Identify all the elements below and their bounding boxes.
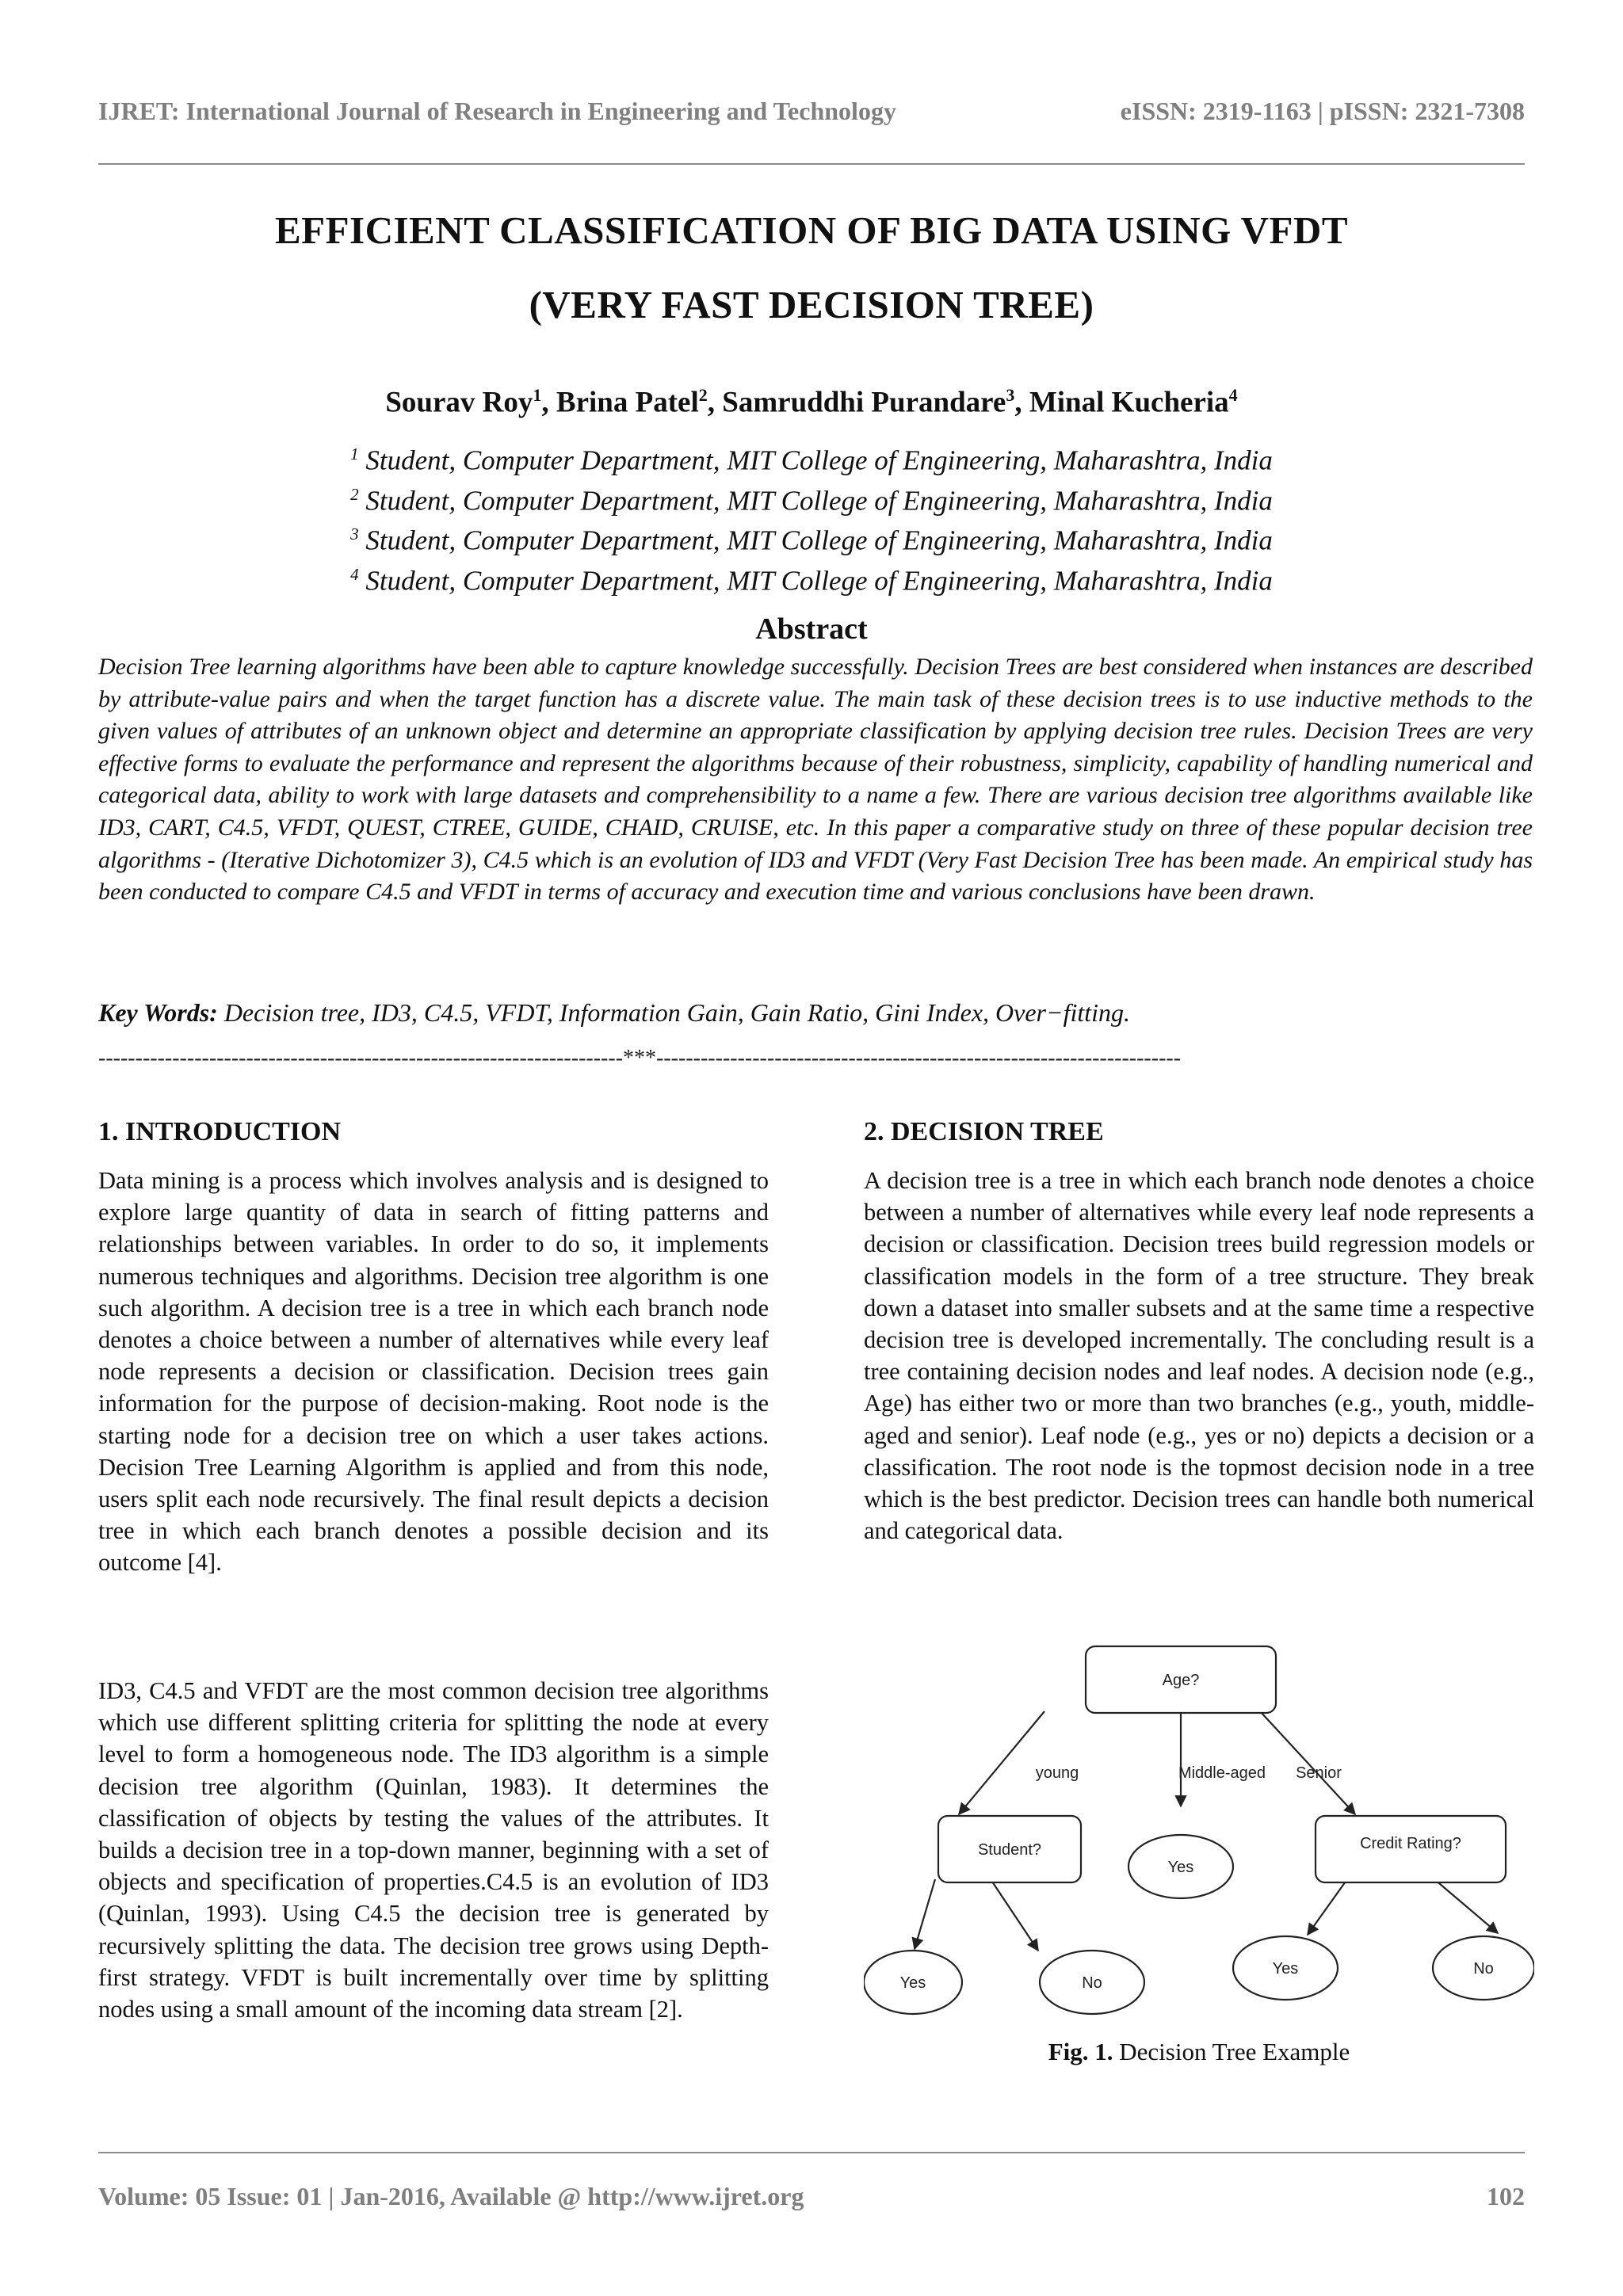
issn-info: eISSN: 2319-1163 | pISSN: 2321-7308 [1120, 97, 1525, 125]
author-sup: 3 [1006, 385, 1015, 405]
edge-credit-no [1434, 1879, 1498, 1933]
header-rule [98, 163, 1525, 165]
affiliation-sup: 4 [350, 564, 359, 584]
section-heading-introduction: 1. INTRODUCTION [98, 1117, 342, 1146]
edge-senior-label: Senior [1296, 1764, 1342, 1782]
author-sep: , [707, 386, 723, 419]
edge-student-no [991, 1879, 1038, 1951]
affiliation-sup: 1 [350, 444, 359, 463]
author-name: Minal Kucheria [1029, 386, 1229, 419]
introduction-paragraph-1: Data mining is a process which involves analysis and is designed to explore large quantity of data in search of fitting patterns and relationships between variables. In order to do so, it implements numerous techniques and algorithms. Decision tree algorithm is one such algorithm. A decision tree is a tree in which each branch node denotes a choice between a number of alternatives while every leaf node represents a decision or classification. Decision trees gain information for the purpose of decision-making. Root node is the starting node for a decision tree on which a user takes actions. Decision Tree Learning Algorithm is applied and from this node, users split each node recursively. The final result depicts a decision tree in which each branch denotes a possible decision and its outcome [4]. [98, 1167, 769, 1577]
section-separator: -----------------------------------------------------------------------***----------------------------------------------------------------------- [98, 1046, 1182, 1070]
decision-tree-figure [864, 1640, 1534, 2036]
node-credit-label: Credit Rating? [1360, 1835, 1461, 1852]
affiliation [98, 517, 1525, 558]
node-age-label: Age? [1162, 1672, 1200, 1689]
keywords [98, 998, 1533, 1028]
section-heading-decision-tree: 2. DECISION TREE [864, 1117, 1104, 1146]
leaf-yes-label: Yes [899, 1974, 926, 1992]
affiliation-text: Student, Computer Department, MIT College of Engineering, Maharashtra, India [365, 565, 1273, 597]
affiliation-text: Student, Computer Department, MIT College of Engineering, Maharashtra, India [365, 524, 1273, 556]
affiliation [98, 558, 1525, 598]
figure-caption-text: Decision Tree Example [1113, 2038, 1350, 2065]
running-header [98, 97, 1525, 136]
abstract-heading: Abstract [755, 612, 868, 646]
keywords-text: Decision tree, ID3, C4.5, VFDT, Information Gain, Gain Ratio, Gini Index, Over−fitting. [217, 998, 1131, 1027]
affiliation-sup: 2 [350, 484, 359, 504]
introduction-paragraph-2: ID3, C4.5 and VFDT are the most common decision tree algorithms which use different splitting criteria for splitting the node at every level to form a homogeneous node. The ID3 algorithm is a simple decision tree algorithm (Quinlan, 1983). It determines the classification of objects by testing the values of the attributes. It builds a decision tree in a top-down manner, beginning with a set of objects and specification of properties.C4.5 is an evolution of ID3 (Quinlan, 1993). Using C4.5 the decision tree is generated by recursively splitting the data. The decision tree grows using Depth-first strategy. VFDT is built incrementally over time by splitting nodes using a small amount of the incoming data stream [2]. [98, 1677, 769, 2023]
edge-young-label: young [1035, 1764, 1079, 1782]
author-list [98, 385, 1525, 419]
author-name: Samruddhi Purandare [722, 386, 1006, 419]
edge-middle-aged-label: Middle-aged [1178, 1764, 1266, 1782]
paper-title-line-2: (VERY FAST DECISION TREE) [529, 283, 1094, 326]
author-name: Brina Patel [556, 386, 699, 419]
leaf-no-label: No [1473, 1960, 1494, 1978]
figure-caption-label: Fig. 1. [1048, 2038, 1113, 2065]
edge-student-yes [915, 1879, 935, 1949]
node-student-label: Student? [977, 1841, 1042, 1859]
node-yes-label: Yes [1167, 1859, 1194, 1876]
affiliation-text: Student, Computer Department, MIT College of Engineering, Maharashtra, India [365, 485, 1273, 517]
abstract-text: Decision Tree learning algorithms have been able to capture knowledge successfully. Decision Trees are best considered when instances are described by attribute-value pairs and when the target function has a discrete value. The main task of these decision trees is to use inductive methods to the given values of attributes of an unknown object and determine an appropriate classification by applying decision tree rules. Decision Trees are very effective forms to evaluate the performance and represent the algorithms because of their robustness, simplicity, capability of handling numerical and categorical data, ability to work with large datasets and comprehensibility to a name a few. There are various decision tree algorithms available like ID3, CART, C4.5, VFDT, QUEST, CTREE, GUIDE, CHAID, CRUISE, etc. In this paper a comparative study on three of these popular decision tree algorithms - (Iterative Dichotomizer 3), C4.5 which is an evolution of ID3 and VFDT (Very Fast Decision Tree has been made. An empirical study has been conducted to compare C4.5 and VFDT in terms of accuracy and execution time and various conclusions have been drawn. [98, 654, 1533, 906]
edge-young [959, 1711, 1044, 1814]
author-sep: , [541, 386, 556, 419]
edge-senior [1260, 1711, 1355, 1814]
figure-caption [864, 2038, 1534, 2066]
leaf-yes-label: Yes [1272, 1960, 1299, 1978]
affiliation-list [98, 437, 1525, 598]
affiliation-text: Student, Computer Department, MIT College of Engineering, Maharashtra, India [365, 444, 1273, 476]
leaf-no-label: No [1082, 1974, 1102, 1992]
affiliation [98, 478, 1525, 518]
decision-tree-paragraph: A decision tree is a tree in which each branch node denotes a choice between a number of alternatives while every leaf node represents a decision or classification. Decision trees build regression models or classification models in the form of a tree structure. They break down a dataset into smaller subsets and at the same time a respective decision tree is developed incrementally. The concluding result is a tree containing decision nodes and leaf nodes. A decision node (e.g., Age) has either two or more than two branches (e.g., youth, middle- aged and senior). Leaf node (e.g., yes or no) depicts a decision or a classification. The root node is the topmost decision node in a tree which is the best predictor. Decision trees can handle both numerical and categorical data. [864, 1167, 1534, 1545]
keywords-label: Key Words: [98, 998, 218, 1027]
author-sep: , [1014, 386, 1029, 419]
footer-volume-info: Volume: 05 Issue: 01 | Jan-2016, Available @ http://www.ijret.org [98, 2182, 804, 2210]
edge-credit-yes [1308, 1879, 1347, 1935]
author-sup: 2 [698, 385, 708, 405]
decision-tree-diagram [864, 1640, 1534, 2036]
paper-title-line-1: EFFICIENT CLASSIFICATION OF BIG DATA USING VFDT [274, 208, 1348, 252]
author-sup: 1 [533, 385, 542, 405]
running-footer [98, 2182, 1525, 2217]
footer-rule [98, 2152, 1525, 2153]
journal-name: IJRET: International Journal of Research in Engineering and Technology [98, 97, 896, 125]
author-name: Sourav Roy [385, 386, 533, 419]
author-sup: 4 [1228, 385, 1238, 405]
affiliation [98, 437, 1525, 478]
page-number: 102 [1487, 2182, 1525, 2210]
affiliation-sup: 3 [350, 524, 359, 544]
